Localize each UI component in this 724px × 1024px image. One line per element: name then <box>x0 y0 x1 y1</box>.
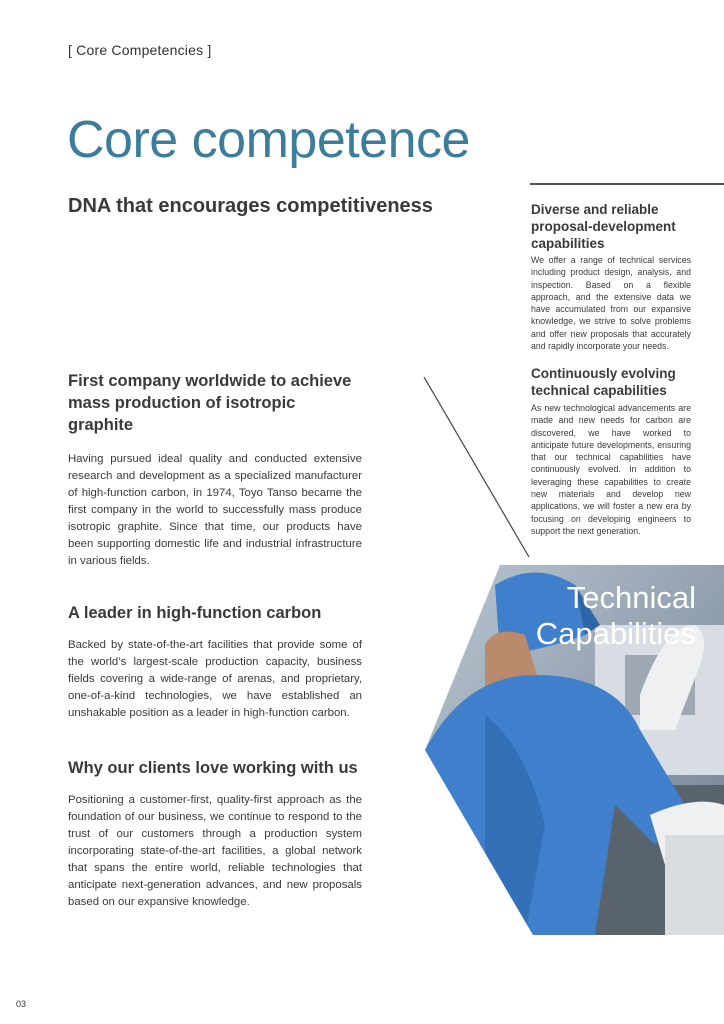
section-heading: First company worldwide to achieve mass production of isotropic graphite <box>68 372 352 434</box>
right-section-heading: Diverse and reliable proposal-development capabilities <box>531 202 676 251</box>
right-section-text: As new technological advancements are made and new needs for carbon are discovered, we have worked to anticipate future developments, ensuring that our technical capabilities have continuously evolved. In addition to leveraging these capabilities to create new materials and develop new applications, we will foster a new era by focusing on developing engineers to support the next generation. <box>531 403 691 536</box>
right-section-2 <box>531 365 691 537</box>
page-subtitle: DNA that encourages competitiveness <box>68 195 433 217</box>
section-text: Having pursued ideal quality and conducted extensive research and development as a specialized manufacturer of high-function carbon, in 1974, Toyo Tanso became the first company in the world to successfully mass produce isotropic graphite. Since that time, our products have been supporting domestic life and industrial infrastructure in various fields. <box>68 453 362 567</box>
hero-label-line2: Capabilities <box>535 616 696 651</box>
page-number: 03 <box>16 999 27 1009</box>
right-section-heading: Continuously evolving technical capabilities <box>531 366 676 398</box>
section-heading: Why our clients love working with us <box>68 759 358 777</box>
left-section-1 <box>68 370 362 570</box>
left-section-2 <box>68 602 362 722</box>
left-section-3 <box>68 757 362 911</box>
right-section-text: We offer a range of technical services including product design, analysis, and inspection. Based on a flexible approach, and the extensive data we have accumulated from our expansive knowledge, we strive to solve problems and offer new proposals that accurately and rapidly incorporate your needs. <box>531 255 691 352</box>
section-text: Positioning a customer-first, quality-first approach as the foundation of our business, we continue to respond to the trust of our customers through a production system incorporating state-of-the-art facilities, a global network that spans the entire world, reliable technologies that anticipate next-generation advances, and new proposals based on our expansive knowledge. <box>68 794 362 908</box>
page-title: Core competence <box>67 111 470 169</box>
section-tag: [ Core Competencies ] <box>68 42 212 58</box>
hero-label <box>536 580 696 652</box>
section-text: Backed by state-of-the-art facilities that provide some of the world’s largest-scale production capacity, business fields covering a wide-range of arenas, and proprietary, one-of-a-kind technologies, we have established an unshakable position as a leader in high-function carbon. <box>68 639 362 719</box>
right-section-1 <box>531 201 691 352</box>
hero-label-line1: Technical <box>566 580 696 615</box>
section-heading: A leader in high-function carbon <box>68 604 322 622</box>
